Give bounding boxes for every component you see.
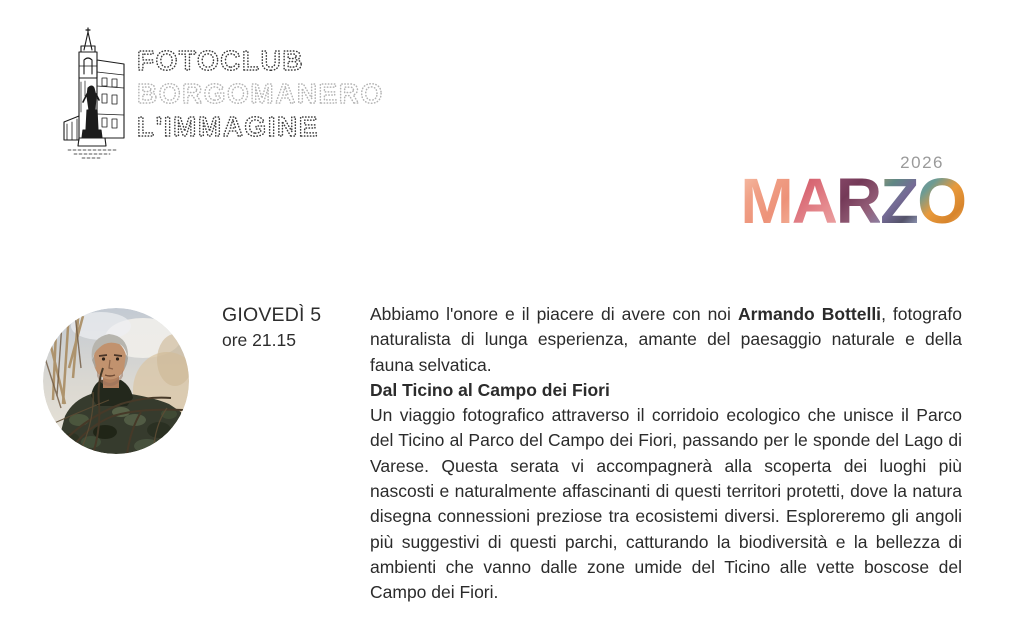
logo-line-fotoclub: FOTOCLUB: [137, 45, 305, 76]
speaker-portrait-photo: [43, 308, 189, 454]
event-time: ore 21.15: [222, 330, 296, 350]
month-letter-o: O: [917, 165, 965, 237]
month-letter-m: M: [740, 165, 792, 237]
intro-paragraph: [370, 302, 962, 378]
logo-line-immagine: L'IMMAGINE: [137, 111, 319, 142]
month-letter-z: Z: [880, 165, 918, 237]
event-description: [370, 302, 962, 606]
intro-text-after: , fotografo naturalista di lunga esperienza, amante del paesaggio naturale e della fauna selvatica.: [370, 304, 963, 375]
speaker-name: Armando Bottelli: [737, 304, 882, 324]
intro-text-before: Abbiamo l'onore e il piacere di avere con noi: [370, 304, 738, 324]
event-datetime: [222, 303, 321, 351]
month-title: [740, 165, 965, 237]
year-label: 2026: [900, 153, 944, 172]
church-tower-statue-sketch-icon: [54, 26, 132, 164]
logo-line-borgomanero: BORGOMANERO: [137, 78, 384, 109]
calendar-banner: [740, 153, 965, 237]
month-letter-a: A: [791, 165, 836, 237]
description-paragraph: Un viaggio fotografico attraverso il corridoio ecologico che unisce il Parco del Ticino al Parco del Campo dei Fiori, passando per le sponde del Lago di Varese. Questa serata vi accompagnerà alla scoperta dei luoghi più nascosti e naturalmente affascinanti di questi territori protetti, dove la natura disegna connessioni preziose tra ecosistemi diversi. Esploreremo gli angoli più suggestivi di questi parchi, catturando la biodiversità e la bellezza di ambienti che vanno dalle zone umide del Ticino alle vette boscose del Campo dei Fiori.: [370, 405, 962, 603]
month-letter-r: R: [835, 165, 881, 237]
talk-title: Dal Ticino al Campo dei Fiori: [370, 379, 610, 400]
event-day: GIOVEDÌ 5: [222, 304, 322, 326]
club-wordmark: [137, 42, 437, 146]
